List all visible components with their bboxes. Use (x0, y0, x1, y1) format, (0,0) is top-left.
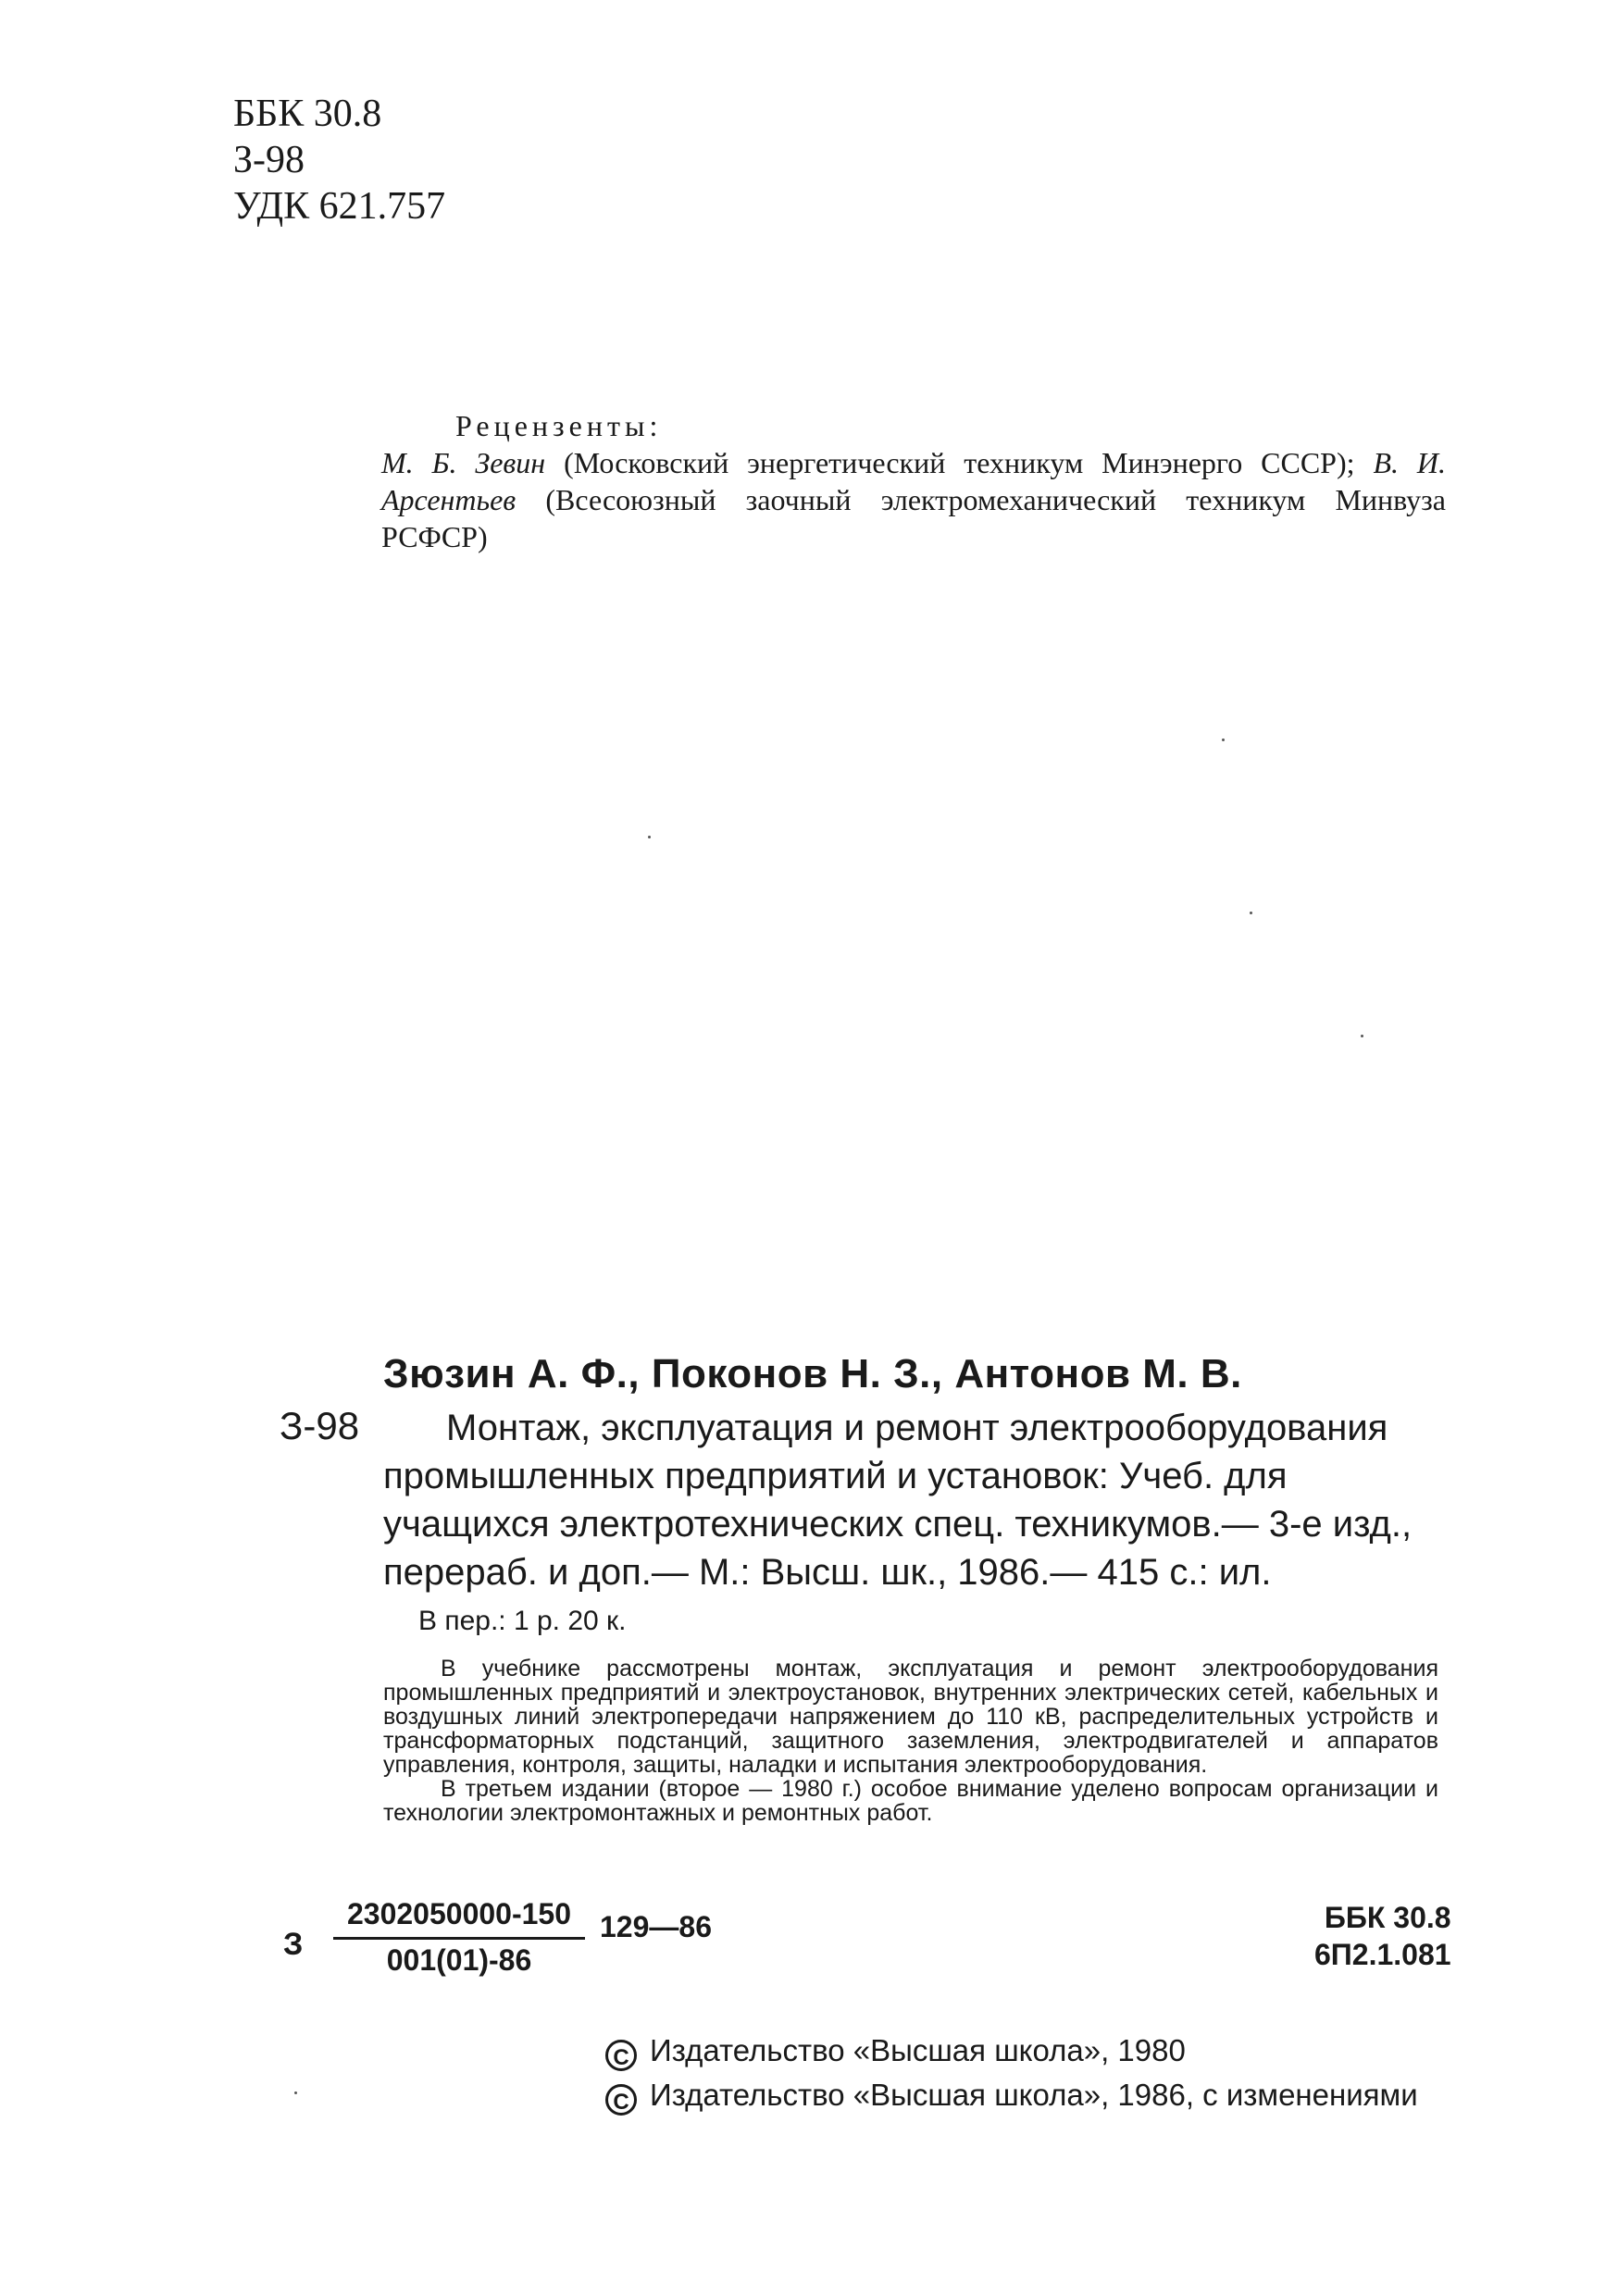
scan-speck (1222, 738, 1225, 741)
copyright-icon: C (605, 2084, 637, 2116)
index-fraction (333, 1897, 585, 1978)
classification-codes (233, 91, 445, 230)
index-letter: З (283, 1927, 304, 1962)
reviewer-2-name: В. И. Арсентьев (381, 446, 1447, 516)
udk-code: УДК 621.757 (233, 185, 446, 228)
index-denominator: 001(01)-86 (386, 1943, 532, 1977)
index-suffix: 129—86 (600, 1910, 712, 1943)
reviewers-heading: Рецензенты: (455, 409, 663, 442)
copyright-block (605, 2029, 1418, 2117)
book-title (383, 1404, 1438, 1596)
copyright-line-2-text: Издательство «Высшая школа», 1986, с изменениями (650, 2078, 1418, 2112)
reviewer-2-org: (Всесоюзный заочный электромеханический техникум Минвуза РСФСР) (381, 483, 1446, 553)
reviewers-block (381, 407, 1446, 555)
index-numerator: 2302050000-150 (333, 1897, 585, 1940)
annotation (383, 1657, 1438, 1825)
bbk-code: ББК 30.8 (233, 93, 382, 135)
copyright-line-2 (605, 2073, 1418, 2117)
scan-speck (1250, 912, 1252, 914)
bbk-right-code: ББК 30.8 (1324, 1901, 1451, 1934)
annotation-paragraph-1: В учебнике рассмотрены монтаж, эксплуатация и ремонт электрооборудования промышленных предприятий и электроустановок, внутренних электрических сетей, кабельных и воздушных линий электропередачи напряжением до 110 кВ, распределительных устройств и трансформаторных подстанций, защитного заземления, электродвигателей и аппаратов управления, контроля, защиты, наладки и испытания электрооборудования. (383, 1656, 1438, 1778)
reviewer-1-org: (Московский энергетический техникум Минэнерго СССР); (545, 446, 1374, 479)
copyright-line-1 (605, 2029, 1418, 2073)
scan-speck (648, 836, 651, 838)
bbk-right-subcode: 6П2.1.081 (1314, 1938, 1451, 1971)
call-number: З-98 (280, 1404, 360, 1447)
scan-speck (1361, 1035, 1363, 1037)
reviewers-text (381, 444, 1446, 555)
author-sign: З-98 (233, 139, 305, 181)
copyright-line-1-text: Издательство «Высшая школа», 1980 (650, 2033, 1186, 2067)
reviewer-1-name: М. Б. Зевин (381, 446, 546, 479)
copyright-icon: C (605, 2040, 637, 2071)
book-title-text: Монтаж, эксплуатация и ремонт электрооборудования промышленных предприятий и установок: Учеб. для учащихся электротехнических спец. техникумов.— 3-е изд., перераб. и доп.— М.: Высш. шк., 1986.— 415 с.: ил. (383, 1408, 1413, 1593)
bbk-block (1314, 1899, 1451, 1973)
annotation-paragraph-2: В третьем издании (второе — 1980 г.) особое внимание уделено вопросам организации и технологии электромонтажных и ремонтных работ. (383, 1776, 1438, 1826)
price: В пер.: 1 р. 20 к. (418, 1606, 627, 1636)
scan-speck (294, 2091, 297, 2094)
authors: Зюзин А. Ф., Поконов Н. З., Антонов М. В. (383, 1351, 1242, 1396)
